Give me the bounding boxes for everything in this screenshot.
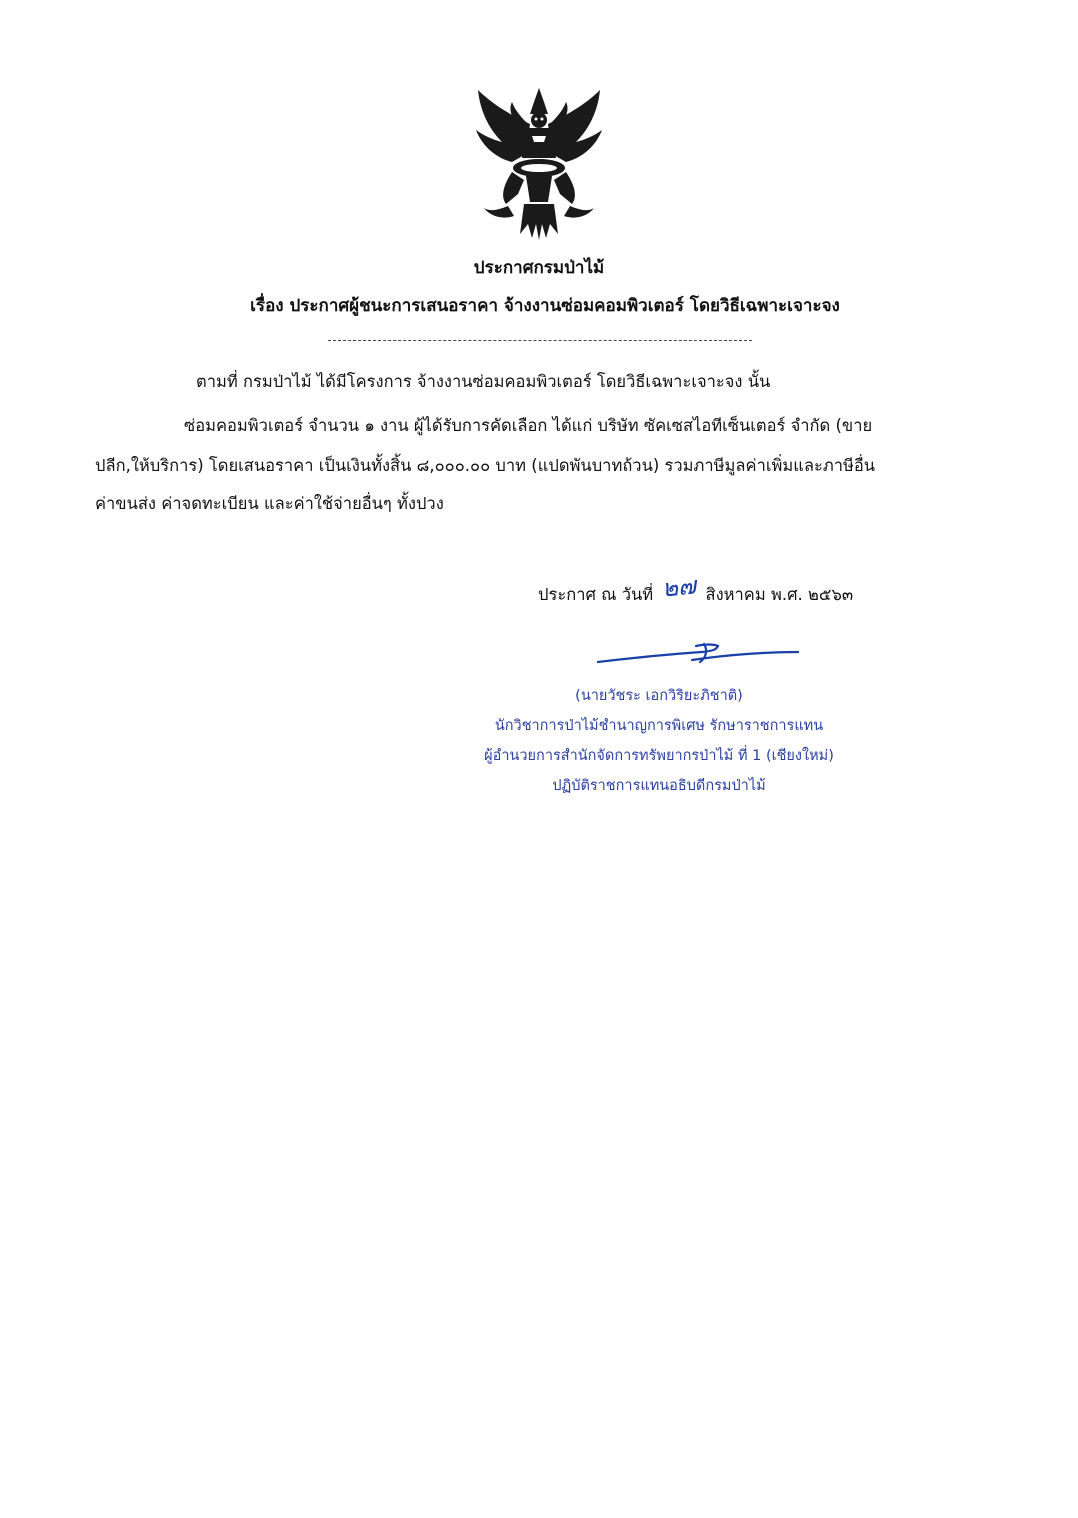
signature-icon [592, 634, 802, 674]
body-line-1: ตามที่ กรมป่าไม้ ได้มีโครงการ จ้างงานซ่อมคอมพิวเตอร์ โดยวิธีเฉพาะเจาะจง นั้น [196, 372, 771, 391]
subject-line: เรื่อง ประกาศผู้ชนะการเสนอราคา จ้างงานซ่อมคอมพิวเตอร์ โดยวิธีเฉพาะเจาะจง [250, 296, 840, 316]
body-line-2: ซ่อมคอมพิวเตอร์ จำนวน ๑ งาน ผู้ได้รับการคัดเลือก ได้แก่ บริษัท ซัคเซสไอทีเซ็นเตอร์ จำกัด (ขาย [184, 416, 873, 435]
signatory-position-2: ผู้อำนวยการสำนักจัดการทรัพยากรป่าไม้ ที่ 1 (เชียงใหม่) [484, 748, 834, 764]
announcement-date [538, 572, 853, 611]
body-line-4: ค่าขนส่ง ค่าจดทะเบียน และค่าใช้จ่ายอื่นๆ ทั้งปวง [95, 494, 444, 513]
date-suffix: สิงหาคม พ.ศ. ๒๕๖๓ [705, 585, 854, 604]
garuda-emblem-icon [468, 84, 610, 242]
page-title: ประกาศกรมป่าไม้ [473, 258, 605, 278]
divider [328, 340, 752, 341]
signatory-name: (นายวัชระ เอกวิริยะภิชาติ) [575, 688, 743, 704]
signatory-position-3: ปฏิบัติราชการแทนอธิบดีกรมป่าไม้ [552, 778, 766, 794]
signatory-position-1: นักวิชาการป่าไม้ชำนาญการพิเศษ รักษาราชการแทน [494, 718, 824, 734]
body-line-3: ปลีก,ให้บริการ) โดยเสนอราคา เป็นเงินทั้งสิ้น ๘,๐๐๐.๐๐ บาท (แปดพันบาทถ้วน) รวมภาษีมูลค่าเพิ่มและภาษีอื่น [95, 456, 876, 475]
date-prefix: ประกาศ ณ วันที่ [538, 585, 654, 604]
handwritten-day: ๒๗ [661, 571, 698, 603]
